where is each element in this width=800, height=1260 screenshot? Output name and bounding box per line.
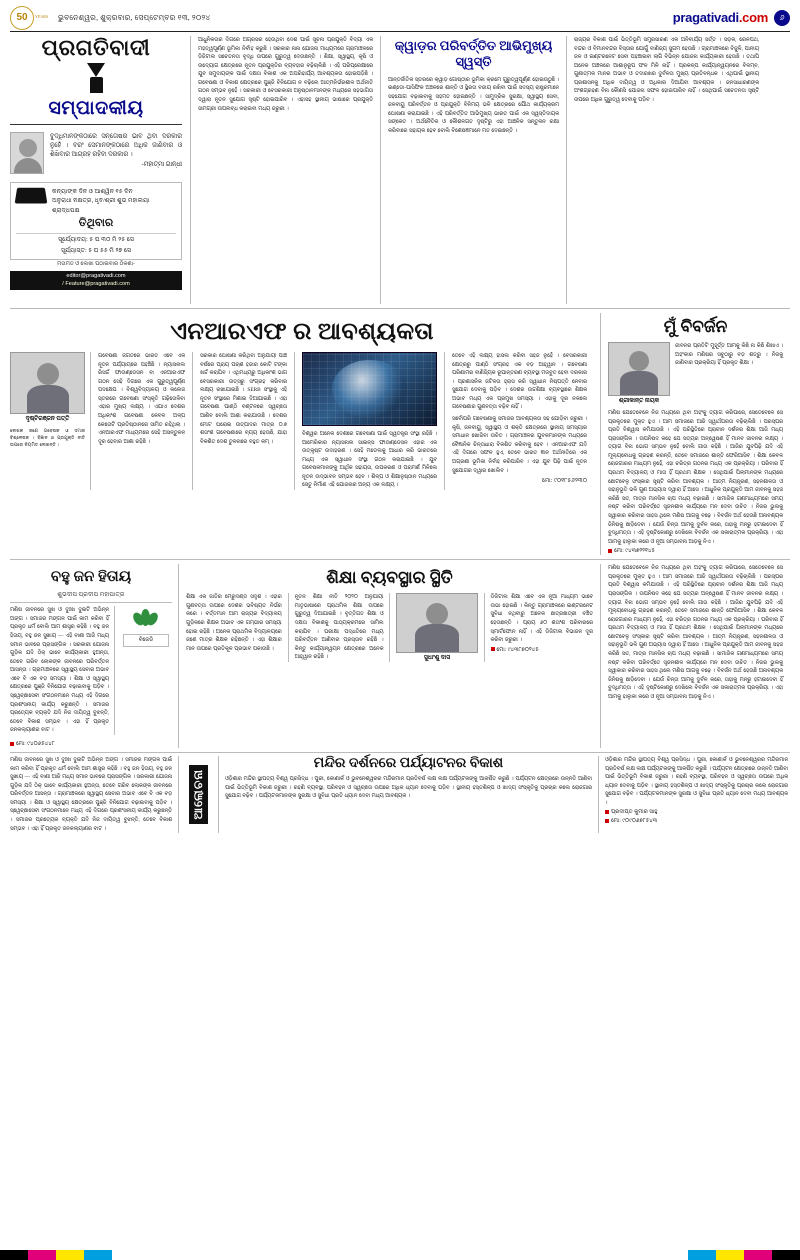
party-badge-block <box>114 606 172 735</box>
vertical-label-wrap <box>178 756 218 833</box>
feature-col-4 <box>444 352 594 490</box>
feature-col-1 <box>90 352 192 490</box>
section-title: ସମ୍ପାଦକୀୟ <box>48 98 144 120</box>
masthead-date: ଭୁବନେଶ୍ୱର, ଶୁକ୍ରବାର, ସେପ୍ଟେମ୍ବର ୧୩, ୨୦୨୪ <box>58 12 211 22</box>
bottom-section <box>10 564 790 748</box>
bottom-left-subtitle: ଶୁଭଦୀପ ପ୍ରଦୀପ ମହାପାତ୍ର <box>57 591 125 599</box>
footer-phone-text: ମୋ: ୯୦୯୦୬୭୮୫୪୩ <box>611 818 658 825</box>
bottom-mid-phone <box>491 647 594 654</box>
editorial-main-column <box>190 36 380 304</box>
bottom-mid-col-2-wrap <box>288 593 390 662</box>
bottom-mid-photo-wrap <box>389 593 483 662</box>
seal-number: 50 <box>10 6 34 30</box>
gandhi-portrait <box>10 132 44 174</box>
right-phone <box>608 548 783 555</box>
sunrise-time: ସୂର୍ଯ୍ୟୋଦୟ: ୫ ଘ ୩୦ ମି ୨୫ ସେ <box>16 233 176 244</box>
submission-note: ମତାମତ ଓ ଲେଖା ପଠାଇବାର ଠିକଣା- <box>57 261 135 268</box>
bottom-mid-col-2: ନୂତନ ଶିକ୍ଷା ନୀତି ୨୦୨୦ ଅନୁଯାୟୀ ମାତୃଭାଷାରେ ପ୍ରାଥମିକ ଶିକ୍ଷା ଉପରେ ଗୁରୁତ୍ୱ ଦିଆଯାଇଛି । ବୃତ୍ତିଗତ ଶିକ୍ଷା ଓ ଦକ୍ଷତା ବିକାଶକୁ ପାଠ୍ୟକ୍ରମରେ ସାମିଲ କରାଯିବ । ପରୀକ୍ଷା ପଦ୍ଧତିରେ ମଧ୍ୟ ପରିବର୍ତ୍ତନ ଆଣିବାର ପ୍ରସ୍ତାବ ରହିଛି । କିନ୍ତୁ କାର୍ଯ୍ୟାନ୍ୱୟନ କ୍ଷେତ୍ରରେ ଅନେକ ଆହ୍ୱାନ ରହିଛି । <box>294 594 384 661</box>
right-author-name: ଶ୍ରୀକାନ୍ତ ନାୟକ <box>618 398 660 404</box>
footer-author <box>605 809 788 816</box>
bottom-mid-col-3: ଡିଜିଟାଲ ଶିକ୍ଷା ଏବେ ଏକ ନୂଆ ମାଧ୍ୟମ ଭାବେ ଉଭା ହୋଇଛି । କିନ୍ତୁ ଗ୍ରାମାଞ୍ଚଳରେ ଇଣ୍ଟରନେଟ ସୁବିଧା ନଥିବାରୁ ଅନେକ ଛାତ୍ରଛାତ୍ରୀ ବଞ୍ଚିତ ହେଉଛନ୍ତି । ପ୍ରାୟ ୬୦ ଶତାଂଶ ପରିବାରରେ ସ୍ମାର୍ଟଫୋନ ନାହିଁ । ଏହି ଡିଜିଟାଲ ବିଭାଜନ ଦୂର କରିବା ଜରୁରୀ । <box>490 594 593 644</box>
pen-icon <box>81 63 111 97</box>
vertical-label-box <box>189 765 208 823</box>
quote-text: ବୁଦ୍ଧିମାନଙ୍କଠାରେ ସନ୍ତୋଷର ଭାବ ଥିବା ଦରକାର ନୁହେଁ । ବରଂ ସେମାନଙ୍କଠାରେ ଅଧିକ ଜାଣିବାର ଓ ଶିଖିବାର ଆଗ୍ରହ ରହିବା ଦରକାର । <box>50 133 182 159</box>
bottom-mid-headline: ଶିକ୍ଷା ବ୍ୟବସ୍ଥାର ସ୍ଥିତି <box>326 568 453 588</box>
author-name: ଦୃଷ୍ଟିରଞ୍ଜନ ପତ୍ତି <box>25 416 70 422</box>
feature-col-5-text: ସର୍ବୋପରି ଗବେଷଣାକୁ ସମାଜର ଆବଶ୍ୟକତା ସହ ଯୋଡ଼ିବା ଜରୁରୀ । କୃଷି, ଜଳବାୟୁ, ସ୍ୱାସ୍ଥ୍ୟ ଓ ଶକ୍ତି କ୍ଷେତ୍ରରେ ସ୍ଥାନୀୟ ସମସ୍ୟାର ସମାଧାନ ଖୋଜିବା ଉଚିତ । ଗ୍ରାମାଞ୍ଚଳର ଯୁବକମାନଙ୍କ ମଧ୍ୟରେ ବୈଜ୍ଞାନିକ ଚିନ୍ତାଧାରା ବିକଶିତ କରିବାକୁ ହେବ । ଏନଆରଏଫ ଯଦି ଏହି ଦିଗରେ ସଫଳ ହୁଏ, ତେବେ ଭାରତ ଜ୍ଞାନ ଅର୍ଥନୀତିରେ ଏକ ଅଗ୍ରଣୀ ଭୂମିକା ନିର୍ବାହ କରିପାରିବ । ଏହା ଯୁବ ପିଢ଼ି ପାଇଁ ନୂତନ ସୁଯୋଗର ଦ୍ୱାର ଖୋଲିବ । <box>452 416 587 474</box>
right-rail <box>600 313 790 555</box>
right-intro: ଜୀବନର ପ୍ରତିଟି ମୁହୂର୍ତ୍ତ ଆମକୁ କିଛି ନା କିଛି ଶିଖାଏ । ଅହଂକାର ମଣିଷର ସବୁଠାରୁ ବଡ଼ ଶତ୍ରୁ । ନିଜକୁ ଜାଣିବାର ପ୍ରକ୍ରିୟା ହିଁ ପ୍ରକୃତ ଶିକ୍ଷା । <box>675 343 783 367</box>
bottom-mid-author-name: ସୁଧାଂଶୁ ଦାସ <box>423 655 451 662</box>
footer-right <box>598 756 788 833</box>
editorial-nameplate <box>10 36 190 304</box>
quote-author: -ମହାତ୍ମା ଗାନ୍ଧୀ <box>141 160 182 168</box>
top-section <box>10 36 790 304</box>
quote-block <box>10 129 182 178</box>
bottom-mid-author-photo <box>396 593 477 653</box>
bottom-left-article <box>10 564 178 748</box>
book-icon <box>16 187 46 209</box>
anniversary-seal <box>10 6 50 30</box>
website-suffix: .com <box>738 10 768 25</box>
lotus-icon <box>131 606 161 632</box>
bottom-left-phone <box>10 741 172 748</box>
masthead-right <box>673 10 790 26</box>
footer-left-text: ମଣିଷ ଜୀବନରେ ସୁଖ ଓ ଦୁଃଖ ଦୁଇଟି ଅଭିନ୍ନ ଅଙ୍ଗ । ସମାଜର ମଙ୍ଗଳ ପାଇଁ କାମ କରିବା ହିଁ ପ୍ରକୃତ ଧର୍ମ ବୋଲି ଆମ ଶାସ୍ତ୍ର କହିଛି । ବହୁ ଜନ ହିତାୟ, ବହୁ ଜନ ସୁଖାୟ — ଏହି ବାଣୀ ଆଜି ମଧ୍ୟ ସମାନ ଭାବରେ ପ୍ରାସଙ୍ଗିକ । ସରକାରୀ ଯୋଜନା ଗୁଡ଼ିକ ଯଦି ଠିକ୍ ଭାବେ କାର୍ଯ୍ୟକାରୀ ହୁଅନ୍ତା, ତେବେ ଗରିବ ଲୋକଙ୍କ ଜୀବନରେ ପରିବର୍ତ୍ତନ ଆସନ୍ତା । ଗ୍ରାମାଞ୍ଚଳରେ ସ୍ୱାସ୍ଥ୍ୟ ସେବାର ଅଭାବ ଏବେ ବି ଏକ ବଡ଼ ସମସ୍ୟା । ଶିକ୍ଷା ଓ ସ୍ୱାସ୍ଥ୍ୟ କ୍ଷେତ୍ରରେ ପୁଞ୍ଜି ବିନିଯୋଗ ବଢ଼ାଇବାକୁ ପଡ଼ିବ । ସ୍ୱେଚ୍ଛାସେବୀ ସଂଗଠନମାନେ ମଧ୍ୟ ଏହି ଦିଗରେ ପ୍ରଶଂସନୀୟ କାର୍ଯ୍ୟ କରୁଛନ୍ତି । ସମାଜର ପ୍ରତ୍ୟେକ ବ୍ୟକ୍ତି ଯଦି ନିଜ ଦାୟିତ୍ୱ ବୁଝନ୍ତି, ତେବେ ବିକାଶ ସମ୍ଭବ । ଏହା ହିଁ ପ୍ରକୃତ ଜନକଲ୍ୟାଣର ବାଟ । <box>10 756 172 832</box>
feature-col-3-text: ବିଶ୍ୱର ଅନେକ ଦେଶରେ ଗବେଷଣା ପାଇଁ ସ୍ୱତନ୍ତ୍ର ସଂସ୍ଥା ରହିଛି । ଆମେରିକାର ନ୍ୟାସନାଲ ସାଇନ୍ସ ଫାଉଣ୍ଡେସନ ଏହାର ଏକ ଉତ୍କୃଷ୍ଟ ଉଦାହରଣ । ସେହି ମଡେଲକୁ ଆଧାର କରି ଭାରତରେ ମଧ୍ୟ ଏକ ସ୍ୱାଧୀନ ସଂସ୍ଥା ଗଠନ କରାଯାଇଛି । ଯୁବ ଗବେଷକମାନଙ୍କୁ ଆର୍ଥିକ ସହାୟତା, ଉପକରଣ ଓ ପରାମର୍ଶ ମିଳିଲେ ନୂତନ ଉଦ୍ଭାବନ ସମ୍ଭବ ହେବ । ଶିଳ୍ପ ଓ ଶିକ୍ଷାନୁଷ୍ଠାନ ମଧ୍ୟରେ ସେତୁ ନିର୍ମାଣ ଏହି ଯୋଜନାର ଅନ୍ୟ ଏକ ଲକ୍ଷ୍ୟ । <box>302 431 437 489</box>
author-note: ଲେଖକ ଜଣେ ଗବେଷକ ଓ ସମାଜ ବିଶ୍ଳେଷକ । ବିଜ୍ଞାନ ଓ ପ୍ରଯୁକ୍ତି ନୀତି ଉପରେ ନିୟମିତ ଲେଖନ୍ତି । <box>10 428 85 448</box>
party-badge-label: ବିଜେଡି <box>123 634 169 647</box>
website-name: pragativadi <box>672 10 739 25</box>
masthead-left <box>10 6 210 30</box>
feature-col-1-text: ଗବେଷଣା ଜଗତରେ ଭାରତ ଏବେ ଏକ ନୂତନ ପର୍ଯ୍ୟାୟରେ ପହଞ୍ଚିଛି । ନ୍ୟାସନାଲ ରିସର୍ଚ୍ଚ ଫାଉଣ୍ଡେସନ ବା ଏନଆରଏଫ ଗଠନ ସେହି ଦିଗରେ ଏକ ଗୁରୁତ୍ୱପୂର୍ଣ୍ଣ ପଦକ୍ଷେପ । ବିଶ୍ୱବିଦ୍ୟାଳୟ ଓ କଲେଜ ସ୍ତରରେ ଗବେଷଣା ସଂସ୍କୃତି ଗଢ଼ିତୋଳିବା ଏହାର ମୁଖ୍ୟ ଲକ୍ଷ୍ୟ । ଏଯାଏ ଦେଶର ଅଧିକାଂଶ ଗବେଷଣା କେବଳ ଅଳ୍ପ କେତୋଟି ପ୍ରତିଷ୍ଠାନରେ ସୀମିତ ରହିଥିଲା । ଏନଆରଏଫ ମାଧ୍ୟମରେ ସେହି ଅସନ୍ତୁଳନ ଦୂର ହେବାର ଆଶା ରହିଛି । <box>98 353 185 445</box>
feature-col-2-text: ସରକାର ଘୋଷଣା କରିଥିବା ଅନୁଯାୟୀ ପାଞ୍ଚ ବର୍ଷରେ ପ୍ରାୟ ପଚାଶ ହଜାର କୋଟି ଟଙ୍କା ଖର୍ଚ୍ଚ କରାଯିବ । ଏଥିମଧ୍ୟରୁ ଅଧିକାଂଶ ଭାଗ ବେସରକାରୀ ଉତ୍ସରୁ ସଂଗ୍ରହ କରିବାର ଲକ୍ଷ୍ୟ ରଖାଯାଇଛି । SERB ସଂସ୍ଥାକୁ ଏହି ନୂତନ ସଂସ୍ଥାରେ ମିଶାଇ ଦିଆଯାଇଛି । ଏହା ଗବେଷଣା ପାଣ୍ଠି ବଣ୍ଟନରେ ସ୍ୱଚ୍ଛତା ଆଣିବ ବୋଲି ଆଶା କରାଯାଉଛି । ଦେଶର ମୋଟ ଘରୋଇ ଉତ୍ପାଦର ମାତ୍ର ୦.୭ ଶତାଂଶ ଗବେଷଣାରେ ବ୍ୟୟ ହେଉଛି, ଯାହା ବିକଶିତ ଦେଶ ତୁଳନାରେ ବହୁତ କମ୍ । <box>200 353 287 445</box>
tithi-box <box>10 182 182 260</box>
bottom-mid-col-3-wrap <box>484 593 594 662</box>
tithi-label: ତିଥିବାର <box>78 217 114 230</box>
footer-article <box>10 756 790 833</box>
bottom-mid-phone-text: ମୋ: ୯୪୩୮୭୦୨୪୫ <box>496 646 539 653</box>
footer-phone <box>605 818 788 825</box>
masthead <box>10 6 790 32</box>
tithi-line-1: କନ୍ୟାଙ୍କ ଦିନ ଓ ଆଶ୍ୱିନ ୧୫ ଦିନ <box>52 188 133 196</box>
bottom-right-body: ମଣିଷ ଯେତେବେଳେ ନିଜ ମଧ୍ୟରେ ଥିବା ଅହଂକୁ ତ୍ୟାଗ କରିପାରେ, ସେତେବେଳେ ସେ ପ୍ରକୃତରେ ମୁକ୍ତ ହୁଏ । ଆମ ସମାଜରେ ଆଜି ସ୍ୱାର୍ଥପରତା ବଢ଼ିଚାଲିଛି । ପରସ୍ପର ପ୍ରତି ବିଶ୍ୱାସ କମିଯାଉଛି । ଏହି ପରିସ୍ଥିତିରେ ପ୍ରାଚୀନ ଦର୍ଶନର ଶିକ୍ଷା ଆଜି ମଧ୍ୟ ପ୍ରାସଙ୍ଗିକ । ଉପନିଷଦ କହେ ଯେ ସତ୍ୟର ଅନ୍ୱେଷଣ ହିଁ ମାନବ ଜୀବନର ଲକ୍ଷ୍ୟ । ତ୍ୟାଗ ବିନା ଭୋଗ ସମ୍ଭବ ନୁହେଁ ବୋଲି ଗୀତା କହିଛି । ଆଜିର ଯୁବପିଢ଼ି ଯଦି ଏହି ମୂଲ୍ୟବୋଧକୁ ଗ୍ରହଣ କରନ୍ତି, ତେବେ ସମାଜରେ ଶାନ୍ତି ଫେରିଆସିବ । ଶିକ୍ଷା କେବଳ ରୋଜଗାରର ମାଧ୍ୟମ ନୁହେଁ, ଏହା ଚରିତ୍ର ଗଠନର ମଧ୍ୟ ଏକ ପ୍ରକ୍ରିୟା । ପରିବାର ହିଁ ପ୍ରଥମ ବିଦ୍ୟାଳୟ ଓ ମାତା ହିଁ ପ୍ରଥମ ଶିକ୍ଷକ । ସେଥିପାଇଁ ପିଲାମାନଙ୍କ ମଧ୍ୟରେ ଛୋଟବେଳୁ ସଂସ୍କାର ସୃଷ୍ଟି କରିବା ଆବଶ୍ୟକ । ଆତ୍ମ ନିୟନ୍ତ୍ରଣ, ସହନଶୀଳତା ଓ ସହାନୁଭୂତି ଭଳି ଗୁଣ ଅଭ୍ୟାସ ଦ୍ୱାରା ହିଁ ଆସେ । ଆଧୁନିକ ପ୍ରଯୁକ୍ତି ଆମ ଜୀବନକୁ ସହଜ କରିଛି ସତ, ମାତ୍ର ମାନସିକ ଚାପ ମଧ୍ୟ ବଢ଼ାଇଛି । ସାମାଜିକ ଗଣମାଧ୍ୟମରେ ସମୟ ନଷ୍ଟ କରିବା ପରିବର୍ତ୍ତେ ସୃଜନଶୀଳ କାର୍ଯ୍ୟରେ ମନ ଦେବା ଉଚିତ । ନିଜର ଭୁଲକୁ ସ୍ୱୀକାର କରିବାର ସାହସ ଥିଲେ ମଣିଷ ଆଗକୁ ବଢ଼େ । ବିବର୍ଜନ ଅର୍ଥ ହେଉଛି ଅନାବଶ୍ୟକ ଜିନିଷକୁ ଛାଡ଼ିଦେବା । ଯେଉଁ ଚିନ୍ତା ଆମକୁ ଦୁର୍ବଳ କରେ, ତାହାକୁ ମନରୁ ହଟାଇଦେବା ହିଁ ବୁଦ୍ଧିମତ୍ତା । ଏହି ଦୃଷ୍ଟିକୋଣରୁ ଦେଖିଲେ ବିବର୍ଜନ ଏକ ସକାରାତ୍ମକ ପ୍ରକ୍ରିୟା । ଏହା ଆମକୁ ହାଲୁକା କରେ ଓ ନୂଆ ସମ୍ଭାବନା ଆଡ଼କୁ ନିଏ । <box>608 565 783 700</box>
bottom-left-headline: ବହୁ ଜନ ହିତାୟ <box>50 569 132 586</box>
author-photo <box>10 352 85 414</box>
bottom-left-phone-text: ମୋ: ୯୪୦୬୫୪୪୮ <box>16 740 55 747</box>
editor-mail-bar[interactable] <box>10 271 182 290</box>
editorial-second-body: ଆନ୍ତର୍ଜାତିକ ସ୍ତରରେ କ୍ୱାଡ଼ ଗୋଷ୍ଠୀର ଭୂମିକା କ୍ରମେ ଗୁରୁତ୍ୱପୂର୍ଣ୍ଣ ହୋଇଉଠୁଛି । ଇଣ୍ଡୋ-ପାସିଫିକ ଅଞ୍ଚଳରେ ଶାନ୍ତି ଓ ସ୍ଥିରତା ବଜାୟ ରଖିବା ପାଇଁ ସଦସ୍ୟ ରାଷ୍ଟ୍ରମାନେ ସହଯୋଗ ବଢ଼ାଇବାକୁ ସହମତ ହୋଇଛନ୍ତି । ସାମୁଦ୍ରିକ ସୁରକ୍ଷା, ସ୍ୱାସ୍ଥ୍ୟ ସେବା, ଜଳବାୟୁ ପରିବର୍ତ୍ତନ ଓ ପ୍ରଯୁକ୍ତି ବିନିମୟ ଭଳି କ୍ଷେତ୍ରରେ ଯୌଥ କାର୍ଯ୍ୟକ୍ରମ ଘୋଷଣା କରାଯାଇଛି । ଏହି ପରିବର୍ତ୍ତିତ ଆଭିମୁଖ୍ୟ ଭାରତ ପାଇଁ ଏକ ସ୍ୱସ୍ତିଦାୟକ ସଙ୍କେତ । ଅର୍ଥନୈତିକ ଓ କୌଶଳଗତ ଦୃଷ୍ଟିରୁ ଏହା ଆଞ୍ଚଳିକ ସନ୍ତୁଳନ ରକ୍ଷା କରିବାରେ ସହାୟକ ହେବ ବୋଲି ବିଶେଷଜ୍ଞମାନେ ମତ ଦେଇଛନ୍ତି । <box>388 76 559 134</box>
vertical-label: ଆଲୋଚନା <box>191 769 205 820</box>
editorial-second-headline: କ୍ୱାଡ଼ର ପରିବର୍ତ୍ତିତ ଆଭିମୁଖ୍ୟ ସ୍ୱସ୍ତି <box>394 38 553 70</box>
editorial-third-column <box>566 36 766 304</box>
footer-mid <box>218 756 598 833</box>
editorial-third-body: ରାଜ୍ୟର ବିକାଶ ପାଇଁ ଭିତ୍ତିଭୂମି ସମ୍ପ୍ରସାରଣ ଏକ ଅନିବାର୍ଯ୍ୟ ସର୍ତ୍ତ । ସଡ଼କ, ରେଳପଥ, ବନ୍ଦର ଓ ବିମାନବନ୍ଦର ବିସ୍ତାର ଯୋଗୁଁ ବାଣିଜ୍ୟ ସୁଗମ ହେଉଛି । ଗ୍ରାମାଞ୍ଚଳରେ ବିଜୁଳି, ପାନୀୟ ଜଳ ଓ ଇଣ୍ଟରନେଟ ସେବା ପହଞ୍ଚାଇବା ଲାଗି ବିଭିନ୍ନ ଯୋଜନା କାର୍ଯ୍ୟକାରୀ ହେଉଛି । ତଥାପି ଅନେକ ଅଞ୍ଚଳରେ ଆଶାନୁରୂପ ଫଳ ମିଳି ନାହିଁ । ପ୍ରକଳ୍ପ କାର୍ଯ୍ୟାନ୍ୱୟନରେ ବିଳମ୍ବ, ଗୁଣାତ୍ମକ ମାନର ଅଭାବ ଓ ତଦାରଖର ଦୁର୍ବଳତା ମୁଖ୍ୟ ପ୍ରତିବନ୍ଧକ । ଏଥିପାଇଁ ସ୍ଥାନୀୟ ପ୍ରଶାସନକୁ ଅଧିକ ଦାୟିତ୍ୱ ଓ ଅଧିକାର ଦିଆଯିବା ଆବଶ୍ୟକ । ଜନସାଧାରଣଙ୍କ ଅଂଶଗ୍ରହଣ ବିନା କୌଣସି ଯୋଜନା ସଫଳ ହୋଇପାରିବ ନାହିଁ । ସେଥିପାଇଁ ସଚେତନତା ସୃଷ୍ଟି ଉପରେ ଅଧିକ ଗୁରୁତ୍ୱ ଦେବାକୁ ପଡ଼ିବ । <box>574 37 759 104</box>
technology-illustration <box>302 352 437 426</box>
right-headline: ମୁଁ ବିବର୍ଜନ <box>663 317 728 336</box>
feature-col-3 <box>294 352 444 490</box>
feature-headline: ଏନଆରଏଫ ର ଆବଶ୍ୟକତା <box>170 319 434 345</box>
right-author-photo <box>608 342 670 396</box>
feature-phone: ମୋ: ୯୦୧୮୫୬୨୩୦ <box>541 478 587 485</box>
website-logo[interactable] <box>673 10 768 25</box>
seal-text: YEARS <box>35 14 49 20</box>
bottom-right-column <box>600 564 790 748</box>
color-registration-strip <box>0 1250 800 1260</box>
feature-author-block <box>10 352 90 490</box>
page-number-badge: ୬ <box>774 10 790 26</box>
feature-col-4-text: ତେବେ ଏହି ଲକ୍ଷ୍ୟ ହାସଲ କରିବା ସହଜ ନୁହେଁ । ବେସରକାରୀ କ୍ଷେତ୍ରରୁ ପାଣ୍ଠି ସଂଗ୍ରହ ଏକ ବଡ଼ ଆହ୍ୱାନ । ଗବେଷଣା ପରିଣାମର ବାଣିଜ୍ୟିକ ରୂପାନ୍ତରଣ ବ୍ୟବସ୍ଥା ମଜବୁତ ହେବା ଦରକାର । ପ୍ରଶାସନିକ ଜଟିଳତା ହ୍ରାସ କରି ସ୍ୱାଧୀନ ନିଷ୍ପତ୍ତି ନେବାର ସୁଯୋଗ ଦେବାକୁ ପଡ଼ିବ । ଦେଶର ଉଚ୍ଚଶିକ୍ଷା ବ୍ୟବସ୍ଥାରେ ଶିକ୍ଷକ ଅଭାବ ମଧ୍ୟ ଏକ ପ୍ରମୁଖ ସମସ୍ୟା । ଏହାକୁ ଦୂର ନକଲେ ଗବେଷଣାର ଗୁଣବତ୍ତା ବଢ଼ିବ ନାହିଁ । <box>452 353 587 411</box>
sunset-time: ସୂର୍ଯ୍ୟାସ୍ତ: ୫ ଘ ୫୫ ମି ୨୭ ସେ <box>60 247 131 255</box>
right-body: ମଣିଷ ଯେତେବେଳେ ନିଜ ମଧ୍ୟରେ ଥିବା ଅହଂକୁ ତ୍ୟାଗ କରିପାରେ, ସେତେବେଳେ ସେ ପ୍ରକୃତରେ ମୁକ୍ତ ହୁଏ । ଆମ ସମାଜରେ ଆଜି ସ୍ୱାର୍ଥପରତା ବଢ଼ିଚାଲିଛି । ପରସ୍ପର ପ୍ରତି ବିଶ୍ୱାସ କମିଯାଉଛି । ଏହି ପରିସ୍ଥିତିରେ ପ୍ରାଚୀନ ଦର୍ଶନର ଶିକ୍ଷା ଆଜି ମଧ୍ୟ ପ୍ରାସଙ୍ଗିକ । ଉପନିଷଦ କହେ ଯେ ସତ୍ୟର ଅନ୍ୱେଷଣ ହିଁ ମାନବ ଜୀବନର ଲକ୍ଷ୍ୟ । ତ୍ୟାଗ ବିନା ଭୋଗ ସମ୍ଭବ ନୁହେଁ ବୋଲି ଗୀତା କହିଛି । ଆଜିର ଯୁବପିଢ଼ି ଯଦି ଏହି ମୂଲ୍ୟବୋଧକୁ ଗ୍ରହଣ କରନ୍ତି, ତେବେ ସମାଜରେ ଶାନ୍ତି ଫେରିଆସିବ । ଶିକ୍ଷା କେବଳ ରୋଜଗାରର ମାଧ୍ୟମ ନୁହେଁ, ଏହା ଚରିତ୍ର ଗଠନର ମଧ୍ୟ ଏକ ପ୍ରକ୍ରିୟା । ପରିବାର ହିଁ ପ୍ରଥମ ବିଦ୍ୟାଳୟ ଓ ମାତା ହିଁ ପ୍ରଥମ ଶିକ୍ଷକ । ସେଥିପାଇଁ ପିଲାମାନଙ୍କ ମଧ୍ୟରେ ଛୋଟବେଳୁ ସଂସ୍କାର ସୃଷ୍ଟି କରିବା ଆବଶ୍ୟକ । ଆତ୍ମ ନିୟନ୍ତ୍ରଣ, ସହନଶୀଳତା ଓ ସହାନୁଭୂତି ଭଳି ଗୁଣ ଅଭ୍ୟାସ ଦ୍ୱାରା ହିଁ ଆସେ । ଆଧୁନିକ ପ୍ରଯୁକ୍ତି ଆମ ଜୀବନକୁ ସହଜ କରିଛି ସତ, ମାତ୍ର ମାନସିକ ଚାପ ମଧ୍ୟ ବଢ଼ାଇଛି । ସାମାଜିକ ଗଣମାଧ୍ୟମରେ ସମୟ ନଷ୍ଟ କରିବା ପରିବର୍ତ୍ତେ ସୃଜନଶୀଳ କାର୍ଯ୍ୟରେ ମନ ଦେବା ଉଚିତ । ନିଜର ଭୁଲକୁ ସ୍ୱୀକାର କରିବାର ସାହସ ଥିଲେ ମଣିଷ ଆଗକୁ ବଢ଼େ । ବିବର୍ଜନ ଅର୍ଥ ହେଉଛି ଅନାବଶ୍ୟକ ଜିନିଷକୁ ଛାଡ଼ିଦେବା । ଯେଉଁ ଚିନ୍ତା ଆମକୁ ଦୁର୍ବଳ କରେ, ତାହାକୁ ମନରୁ ହଟାଇଦେବା ହିଁ ବୁଦ୍ଧିମତ୍ତା । ଏହି ଦୃଷ୍ଟିକୋଣରୁ ଦେଖିଲେ ବିବର୍ଜନ ଏକ ସକାରାତ୍ମକ ପ୍ରକ୍ରିୟା । ଏହା ଆମକୁ ହାଲୁକା କରେ ଓ ନୂଆ ସମ୍ଭାବନା ଆଡ଼କୁ ନିଏ । <box>608 410 783 545</box>
footer-body: ଓଡ଼ିଶାର ମନ୍ଦିର ସ୍ଥାପତ୍ୟ ବିଶ୍ୱ ପ୍ରସିଦ୍ଧ । ପୁରୀ, କୋଣାର୍କ ଓ ଭୁବନେଶ୍ୱରର ମନ୍ଦିରମାନ ପ୍ରତିବର୍ଷ ଲକ୍ଷ ଲକ୍ଷ ପର୍ଯ୍ୟଟକଙ୍କୁ ଆକର୍ଷିତ କରୁଛି । ପର୍ଯ୍ୟଟନ କ୍ଷେତ୍ରରେ ଉନ୍ନତି ଆଣିବା ପାଇଁ ଭିତ୍ତିଭୂମି ବିକାଶ ଜରୁରୀ । ରହଣି ବ୍ୟବସ୍ଥା, ପରିବହନ ଓ ସ୍ୱଚ୍ଛତା ଉପରେ ଅଧିକ ଧ୍ୟାନ ଦେବାକୁ ପଡ଼ିବ । ସ୍ଥାନୀୟ ହସ୍ତଶିଳ୍ପ ଓ ଖାଦ୍ୟ ସଂସ୍କୃତିକୁ ପ୍ରଚାର କଲେ ରୋଜଗାର ସୁଯୋଗ ବଢ଼ିବ । ପର୍ଯ୍ୟଟକମାନଙ୍କ ସୁରକ୍ଷା ଓ ସୁବିଧା ପ୍ରତି ଧ୍ୟାନ ଦେବା ମଧ୍ୟ ଆବଶ୍ୟକ । <box>225 775 592 800</box>
editorial-second-column <box>380 36 566 304</box>
footer-author-name: ପ୍ରଦୀପ୍ତ କୁମାର ସାହୁ <box>611 809 658 816</box>
feature-col-2 <box>192 352 294 490</box>
feature-email[interactable]: / Feature@pragativadi.com <box>62 280 130 287</box>
editorial-main-body: ଆଧୁନିକତାର ଦିଗରେ ଅଗ୍ରସର ହେଉଥିବା ଦେଶ ପାଇଁ ସୂଚନା ପ୍ରଯୁକ୍ତି ବିଦ୍ୟା ଏକ ମହତ୍ୱପୂର୍ଣ୍ଣ ଭୂମିକା ନିର୍ବାହ କରୁଛି । ସରକାର ନାନା ଯୋଜନା ମାଧ୍ୟମରେ ଗ୍ରାମାଞ୍ଚଳରେ ଡିଜିଟାଲ ସଚେତନତା ବୃଦ୍ଧି ଉପରେ ଗୁରୁତ୍ୱ ଦେଉଛନ୍ତି । ଶିକ୍ଷା, ସ୍ୱାସ୍ଥ୍ୟ, କୃଷି ଓ ଉଦ୍ୟୋଗ କ୍ଷେତ୍ରରେ ନୂତନ ପ୍ରଯୁକ୍ତିର ବ୍ୟବହାର ବଢ଼ିଚାଲିଛି । ଏହି ପରିପ୍ରେକ୍ଷୀରେ ଯୁବ ସମୁଦାୟଙ୍କ ପାଇଁ ଦକ୍ଷତା ବିକାଶ ଏକ ଅପରିହାର୍ଯ୍ୟ ଆବଶ୍ୟକତା ହୋଇପଡ଼ିଛି । ଗବେଷଣା ଓ ବିକାଶ କ୍ଷେତ୍ରରେ ପୁଞ୍ଜି ବିନିଯୋଗ ନ ବଢ଼ିଲେ ଆତ୍ମନିର୍ଭରଶୀଳ ଅର୍ଥନୀତି ଗଠନ ସମ୍ଭବ ନୁହେଁ । ସରକାରୀ ଓ ବେସରକାରୀ ଅନୁଷ୍ଠାନମାନଙ୍କ ମଧ୍ୟରେ ସହଭାଗିତା ଦ୍ୱାରା ନୂତନ ସୁଯୋଗ ସୃଷ୍ଟି ହୋଇପାରିବ । ଏହାସହ ସ୍ଥାନୀୟ ଭାଷାରେ ପ୍ରଯୁକ୍ତି ସାମଗ୍ରୀ ଉପଲବ୍ଧ କରାଇବା ମଧ୍ୟ ଜରୁରୀ । <box>198 37 373 112</box>
bottom-mid-col-1: ଶିକ୍ଷା ଏକ ଜାତିର ମେରୁଦଣ୍ଡ ସଦୃଶ । ଏହାର ଗୁଣବତ୍ତା ଉପରେ ଦେଶର ଭବିଷ୍ୟତ ନିର୍ଭର କରେ । ବର୍ତ୍ତମାନ ଆମ ରାଜ୍ୟର ବିଦ୍ୟାଳୟ ଗୁଡ଼ିକରେ ଶିକ୍ଷକ ଅଭାବ ଏକ ଗମ୍ଭୀର ସମସ୍ୟା ହୋଇ ରହିଛି । ଅନେକ ପ୍ରାଥମିକ ବିଦ୍ୟାଳୟରେ ଜଣେ ମାତ୍ର ଶିକ୍ଷକ ରହିଛନ୍ତି । ଏହା ଶିକ୍ଷାର ମାନ ଉପରେ ପ୍ରତିକୂଳ ପ୍ରଭାବ ପକାଉଛି । <box>186 594 282 652</box>
feature-main <box>10 313 600 555</box>
bottom-mid-article <box>178 564 600 748</box>
editor-email[interactable]: editor@pragativadi.com <box>66 273 126 280</box>
feature-section <box>10 313 790 555</box>
tithi-line-2: ଅନୁରାଧା ନକ୍ଷତ୍ର, ଧୃବ/ଶ୍ରୀ ଶୁଭ ମହାଲୟା ଶ୍ରାଦ୍ଧପକ୍ଷ <box>52 197 150 214</box>
footer-headline: ମନ୍ଦିର ଦର୍ଶନରେ ପର୍ଯ୍ୟାଟନର ବିକାଶ <box>313 755 504 771</box>
right-phone-text: ମୋ: ୯୪୩୭୨୨୧୪୫ <box>614 548 655 555</box>
bottom-left-text: ମଣିଷ ଜୀବନରେ ସୁଖ ଓ ଦୁଃଖ ଦୁଇଟି ଅଭିନ୍ନ ଅଙ୍ଗ । ସମାଜର ମଙ୍ଗଳ ପାଇଁ କାମ କରିବା ହିଁ ପ୍ରକୃତ ଧର୍ମ ବୋଲି ଆମ ଶାସ୍ତ୍ର କହିଛି । ବହୁ ଜନ ହିତାୟ, ବହୁ ଜନ ସୁଖାୟ — ଏହି ବାଣୀ ଆଜି ମଧ୍ୟ ସମାନ ଭାବରେ ପ୍ରାସଙ୍ଗିକ । ସରକାରୀ ଯୋଜନା ଗୁଡ଼ିକ ଯଦି ଠିକ୍ ଭାବେ କାର୍ଯ୍ୟକାରୀ ହୁଅନ୍ତା, ତେବେ ଗରିବ ଲୋକଙ୍କ ଜୀବନରେ ପରିବର୍ତ୍ତନ ଆସନ୍ତା । ଗ୍ରାମାଞ୍ଚଳରେ ସ୍ୱାସ୍ଥ୍ୟ ସେବାର ଅଭାବ ଏବେ ବି ଏକ ବଡ଼ ସମସ୍ୟା । ଶିକ୍ଷା ଓ ସ୍ୱାସ୍ଥ୍ୟ କ୍ଷେତ୍ରରେ ପୁଞ୍ଜି ବିନିଯୋଗ ବଢ଼ାଇବାକୁ ପଡ଼ିବ । ସ୍ୱେଚ୍ଛାସେବୀ ସଂଗଠନମାନେ ମଧ୍ୟ ଏହି ଦିଗରେ ପ୍ରଶଂସନୀୟ କାର୍ଯ୍ୟ କରୁଛନ୍ତି । ସମାଜର ପ୍ରତ୍ୟେକ ବ୍ୟକ୍ତି ଯଦି ନିଜ ଦାୟିତ୍ୱ ବୁଝନ୍ତି, ତେବେ ବିକାଶ ସମ୍ଭବ । ଏହା ହିଁ ପ୍ରକୃତ ଜନକଲ୍ୟାଣର ବାଟ । <box>10 607 109 734</box>
paper-name: ପ୍ରଗତିବାଦୀ <box>41 35 151 60</box>
footer-right-body: ଓଡ଼ିଶାର ମନ୍ଦିର ସ୍ଥାପତ୍ୟ ବିଶ୍ୱ ପ୍ରସିଦ୍ଧ । ପୁରୀ, କୋଣାର୍କ ଓ ଭୁବନେଶ୍ୱରର ମନ୍ଦିରମାନ ପ୍ରତିବର୍ଷ ଲକ୍ଷ ଲକ୍ଷ ପର୍ଯ୍ୟଟକଙ୍କୁ ଆକର୍ଷିତ କରୁଛି । ପର୍ଯ୍ୟଟନ କ୍ଷେତ୍ରରେ ଉନ୍ନତି ଆଣିବା ପାଇଁ ଭିତ୍ତିଭୂମି ବିକାଶ ଜରୁରୀ । ରହଣି ବ୍ୟବସ୍ଥା, ପରିବହନ ଓ ସ୍ୱଚ୍ଛତା ଉପରେ ଅଧିକ ଧ୍ୟାନ ଦେବାକୁ ପଡ଼ିବ । ସ୍ଥାନୀୟ ହସ୍ତଶିଳ୍ପ ଓ ଖାଦ୍ୟ ସଂସ୍କୃତିକୁ ପ୍ରଚାର କଲେ ରୋଜଗାର ସୁଯୋଗ ବଢ଼ିବ । ପର୍ଯ୍ୟଟକମାନଙ୍କ ସୁରକ୍ଷା ଓ ସୁବିଧା ପ୍ରତି ଧ୍ୟାନ ଦେବା ମଧ୍ୟ ଆବଶ୍ୟକ । <box>605 756 788 806</box>
